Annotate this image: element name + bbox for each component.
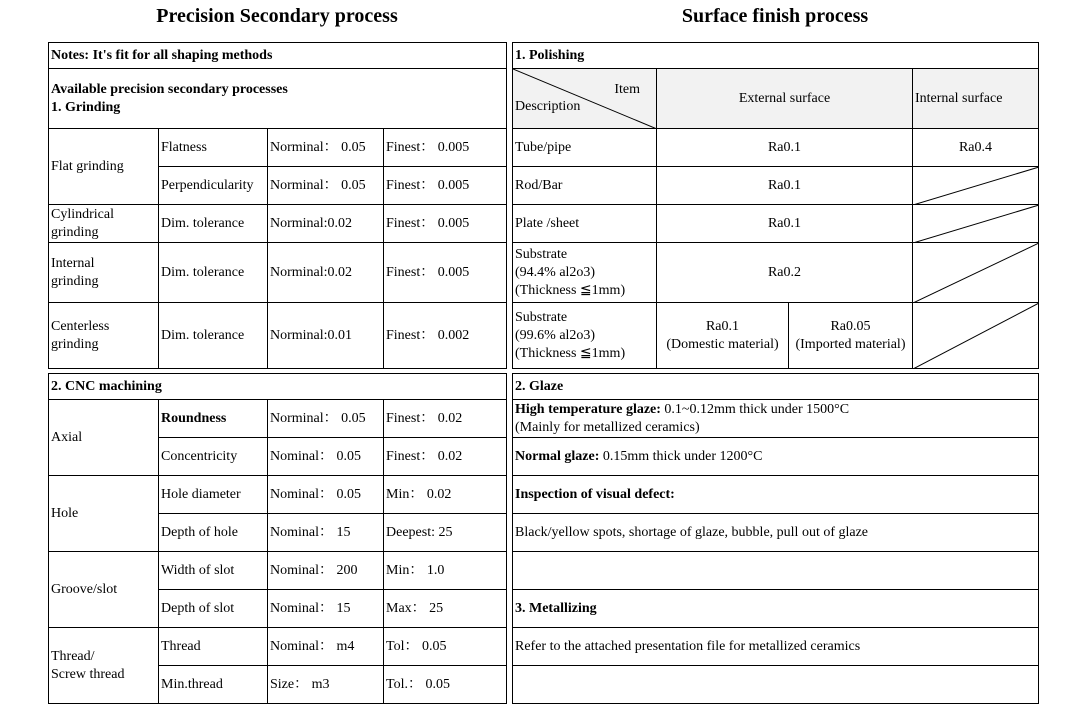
nominal-cell: Nominal： 0.05 (268, 438, 384, 476)
strike-line (913, 167, 1039, 205)
cnc-heading: 2. CNC machining (49, 374, 507, 400)
limit-cell: Tol.： 0.05 (384, 666, 507, 704)
high-glaze-label: High temperature glaze: (515, 401, 661, 417)
internal-surface-header: Internal surface (913, 69, 1039, 129)
nominal-cell: Nominal： 200 (268, 552, 384, 590)
limit-cell: Max： 25 (384, 590, 507, 628)
limit-cell: Finest： 0.005 (384, 205, 507, 243)
strike-line (913, 243, 1039, 303)
nominal-cell: Norminal： 0.05 (268, 129, 384, 167)
metallizing-text: Refer to the attached presentation file for metallized ceramics (513, 628, 1039, 666)
item-name: Plate /sheet (513, 205, 657, 243)
item-description-header (513, 69, 657, 129)
group-label (49, 205, 159, 243)
notes-row (49, 43, 507, 69)
group-label: Hole (49, 476, 159, 552)
limit-cell: Finest： 0.002 (384, 303, 507, 369)
domestic-value: Ra0.1 (705, 318, 740, 334)
strike-line (913, 303, 1039, 369)
glaze-heading-row (513, 374, 1039, 400)
strike-line (913, 205, 1039, 243)
external-value: Ra0.1 (657, 205, 913, 243)
available-text: Available precision secondary processes (51, 81, 288, 97)
group-label-line: grinding (51, 273, 99, 289)
group-label-line: grinding (51, 224, 99, 240)
nominal-cell: Norminal： 0.05 (268, 400, 384, 438)
domestic-label: (Domestic material) (666, 336, 779, 352)
nominal-cell: Nominal： m4 (268, 628, 384, 666)
internal-value: Ra0.4 (913, 129, 1039, 167)
group-label (49, 303, 159, 369)
polishing-header-row (513, 69, 1039, 129)
param-cell: Perpendicularity (159, 167, 268, 205)
external-value: Ra0.1 (657, 167, 913, 205)
limit-cell: Finest： 0.02 (384, 438, 507, 476)
inspection-text: Black/yellow spots, shortage of glaze, bubble, pull out of glaze (513, 514, 1039, 552)
table-row (513, 205, 1039, 243)
nominal-cell: Nominal： 0.05 (268, 476, 384, 514)
group-label: Axial (49, 400, 159, 476)
group-label-line: Cylindrical (51, 206, 114, 222)
table-row (49, 400, 507, 438)
limit-cell: Finest： 0.005 (384, 167, 507, 205)
external-value: Ra0.1 (657, 129, 913, 167)
empty-cell (513, 552, 1039, 590)
grinding-heading: 1. Grinding (51, 99, 121, 115)
metallizing-heading: 3. Metallizing (513, 590, 1039, 628)
not-applicable-cell (913, 303, 1039, 369)
empty-row (513, 666, 1039, 704)
normal-glaze-row (513, 438, 1039, 476)
inspection-text-row (513, 514, 1039, 552)
polishing-heading: 1. Polishing (513, 43, 1039, 69)
external-value: Ra0.2 (657, 243, 913, 303)
table-row (513, 243, 1039, 303)
not-applicable-cell (913, 167, 1039, 205)
high-glaze-note: (Mainly for metallized ceramics) (515, 419, 700, 435)
precision-secondary-table (48, 42, 507, 704)
group-label-line: Screw thread (51, 666, 125, 682)
normal-glaze-label: Normal glaze: (515, 448, 600, 464)
param-cell: Dim. tolerance (159, 205, 268, 243)
table-row (49, 129, 507, 167)
nominal-cell: Nominal： 15 (268, 590, 384, 628)
param-cell: Hole diameter (159, 476, 268, 514)
group-label-line: Internal (51, 255, 95, 271)
group-label-line: Thread/ (51, 648, 95, 664)
item-name: Tube/pipe (513, 129, 657, 167)
item-name (513, 243, 657, 303)
limit-cell: Min： 1.0 (384, 552, 507, 590)
table-row (49, 552, 507, 590)
notes-text: Notes: It's fit for all shaping methods (49, 43, 507, 69)
available-cell (49, 69, 507, 129)
param-cell: Thread (159, 628, 268, 666)
metallizing-text-row (513, 628, 1039, 666)
left-page-title: Precision Secondary process (156, 5, 398, 27)
limit-cell: Finest： 0.005 (384, 243, 507, 303)
item-name-line: (99.6% al2o3) (515, 327, 596, 343)
inspection-label-row (513, 476, 1039, 514)
nominal-cell: Norminal:0.01 (268, 303, 384, 369)
group-label: Groove/slot (49, 552, 159, 628)
table-row (49, 303, 507, 369)
item-name: Rod/Bar (513, 167, 657, 205)
high-glaze-cell (513, 400, 1039, 438)
inspection-label: Inspection of visual defect: (513, 476, 1039, 514)
metallizing-heading-row (513, 590, 1039, 628)
not-applicable-cell (913, 243, 1039, 303)
not-applicable-cell (913, 205, 1039, 243)
limit-cell: Tol： 0.05 (384, 628, 507, 666)
group-label (49, 628, 159, 704)
item-name-line: Substrate (515, 246, 568, 262)
param-cell: Depth of slot (159, 590, 268, 628)
item-label: Item (614, 82, 640, 97)
high-glaze-text: 0.1~0.12mm thick under 1500°C (660, 401, 850, 417)
surface-finish-table (512, 42, 1039, 704)
group-label (49, 243, 159, 303)
param-cell: Roundness (159, 400, 268, 438)
table-row (513, 129, 1039, 167)
glaze-heading: 2. Glaze (513, 374, 1039, 400)
normal-glaze-cell (513, 438, 1039, 476)
param-cell: Dim. tolerance (159, 303, 268, 369)
group-label-line: Centerless (51, 318, 110, 334)
table-row (49, 205, 507, 243)
available-row (49, 69, 507, 129)
imported-label: (Imported material) (795, 336, 906, 352)
high-glaze-row (513, 400, 1039, 438)
cnc-heading-row (49, 374, 507, 400)
nominal-cell: Size： m3 (268, 666, 384, 704)
table-row (513, 167, 1039, 205)
domestic-material-cell (657, 303, 789, 369)
table-row (49, 476, 507, 514)
empty-row (513, 552, 1039, 590)
right-page-title: Surface finish process (681, 5, 869, 27)
param-cell: Min.thread (159, 666, 268, 704)
limit-cell: Finest： 0.005 (384, 129, 507, 167)
imported-material-cell (789, 303, 913, 369)
group-label-line: grinding (51, 336, 99, 352)
limit-cell: Min： 0.02 (384, 476, 507, 514)
limit-cell: Finest： 0.02 (384, 400, 507, 438)
nominal-cell: Nominal： 15 (268, 514, 384, 552)
param-cell: Width of slot (159, 552, 268, 590)
item-name-line: Substrate (515, 309, 568, 325)
nominal-cell: Norminal:0.02 (268, 243, 384, 303)
param-cell: Flatness (159, 129, 268, 167)
table-row (513, 303, 1039, 369)
nominal-cell: Norminal： 0.05 (268, 167, 384, 205)
limit-cell: Deepest: 25 (384, 514, 507, 552)
imported-value: Ra0.05 (830, 318, 871, 334)
normal-glaze-text: 0.15mm thick under 1200°C (599, 448, 763, 464)
item-name-line: (Thickness ≦1mm) (515, 282, 626, 298)
table-row (49, 243, 507, 303)
param-cell: Dim. tolerance (159, 243, 268, 303)
empty-cell (513, 666, 1039, 704)
description-label: Description (515, 99, 581, 114)
group-label: Flat grinding (49, 129, 159, 205)
item-name (513, 303, 657, 369)
polishing-heading-row (513, 43, 1039, 69)
item-name-line: (94.4% al2o3) (515, 264, 596, 280)
param-cell: Concentricity (159, 438, 268, 476)
param-cell: Depth of hole (159, 514, 268, 552)
nominal-cell: Norminal:0.02 (268, 205, 384, 243)
item-name-line: (Thickness ≦1mm) (515, 345, 626, 361)
external-surface-header: External surface (657, 69, 913, 129)
table-row (49, 628, 507, 666)
high-glaze-line (515, 401, 1036, 419)
